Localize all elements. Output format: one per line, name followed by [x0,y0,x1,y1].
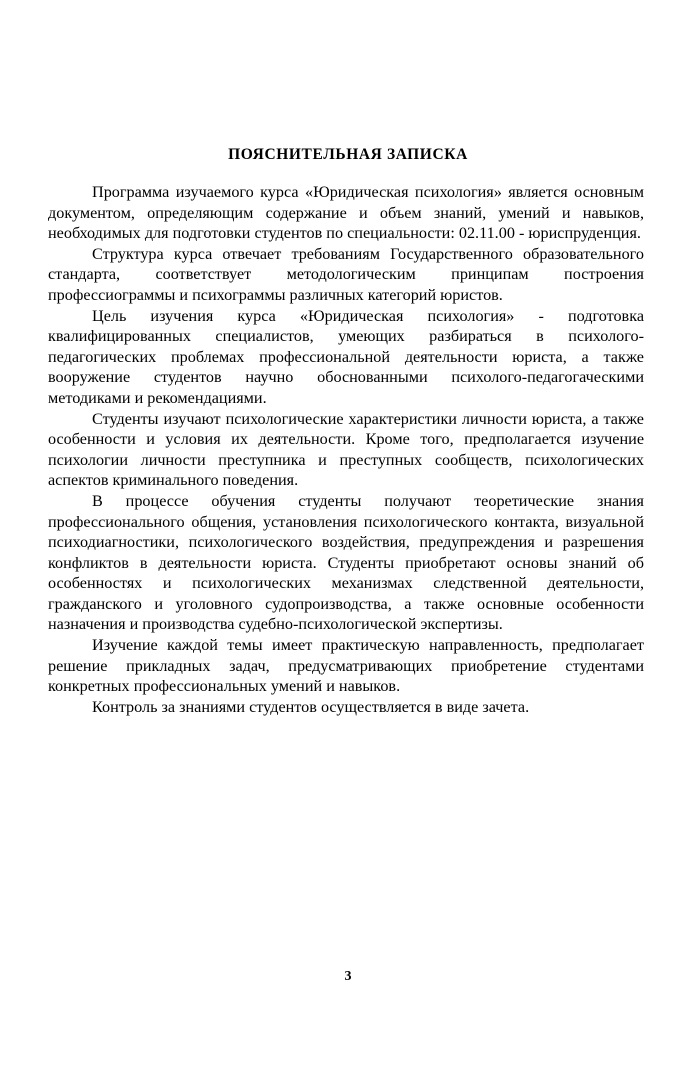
paragraph-control: Контроль за знаниями студентов осуществляется в виде зачета. [92,697,530,716]
paragraph-goal: Цель изучения курса «Юридическая психология» - подготовка квалифицированных специалистов, умеющих разбираться в психолого-педагогических проблемах профессиональной деятельности юриста, а также вооружение студентов научно обоснованными психолого-педагогаческими методиками и рекомендациями. [48,306,644,407]
paragraph-structure: Структура курса отвечает требованиям Государственного образовательного стандарта, соответствует методологическим принципам построения профессиограммы и психограммы различных категорий юристов. [48,244,644,304]
page-title: ПОЯСНИТЕЛЬНАЯ ЗАПИСКА [228,146,468,163]
paragraph-topics: Студенты изучают психологические характеристики личности юриста, а также особенности и условия их деятельности. Кроме того, предполагается изучение психологии личности преступника и преступных сообществ, психологических аспектов криминального поведения. [48,409,644,490]
page-number: 3 [344,969,352,984]
paragraph-learning: В процессе обучения студенты получают теоретические знания профессионального общения, установления психологического контакта, визуальной психодиагностики, психологического воздействия, предупреждения и разрешения конфликтов в деятельности юриста. Студенты приобретают основы знаний об особенностях и психологических механизмах следственной деятельности, гражданского и уголовного судопроизводства, а также основные особенности назначения и производства судебно-психологической экспертизы. [48,491,644,634]
body-text [48,182,644,717]
paragraph-program: Программа изучаемого курса «Юридическая психология» является основным документом, определяющим содержание и объем знаний, умений и навыков, необходимых для подготовки студентов по специальности: 02.11.00 - юриспруденция. [48,183,644,243]
paragraph-practice: Изучение каждой темы имеет практическую направленность, предполагает решение прикладных задач, предусматривающих приобретение студентами конкретных профессиональных умений и навыков. [48,636,644,696]
